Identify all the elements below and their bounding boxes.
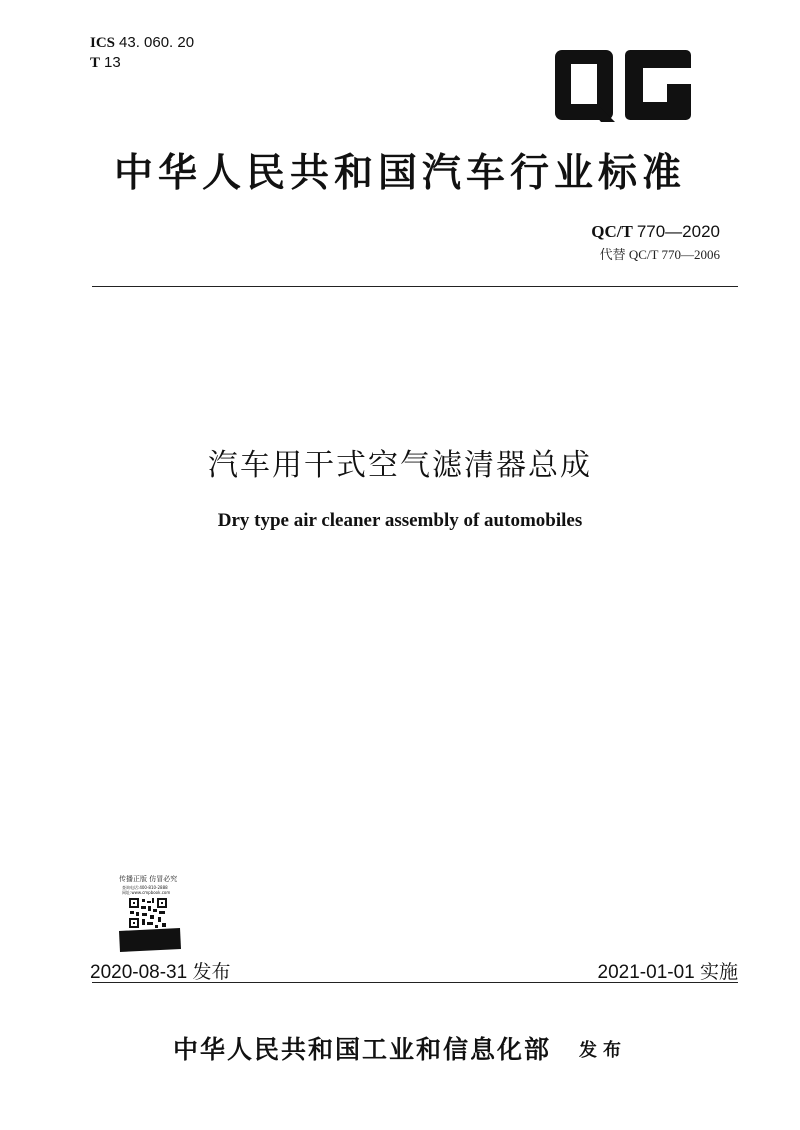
document-title-en: Dry type air cleaner assembly of automobiles [217,510,583,531]
issuer-verb: 发布 [579,1040,627,1061]
ics-code [90,34,194,52]
issuer [0,1030,800,1066]
replaces-note: 代替 QC/T 770—2006 [599,247,720,262]
qc-logo [553,48,693,124]
standard-number [591,222,720,242]
footer-divider [92,982,738,983]
qr-code-icon [128,897,168,929]
issuer-name: 中华人民共和国工业和信息化部 [172,1035,551,1064]
ics-label: ICS [90,35,116,51]
stamp-line-3: 网址:www.cmpbook.com [122,890,171,895]
document-title-zh: 汽车用干式空气滤清器总成 [208,448,592,483]
ics-value: 43. 060. 20 [119,34,195,51]
publish-date: 2020-08-31 发布 [90,962,231,983]
redaction-mark [118,928,182,952]
standard-number-value: 770—2020 [636,222,720,241]
anti-counterfeit-stamp [116,876,180,954]
stamp-line-2: 查询电话:400-810-2888 [122,885,168,890]
header-divider [92,286,738,287]
category-code [90,54,121,72]
effective-date: 2021-01-01 实施 [597,962,738,983]
standard-title: 中华人民共和国汽车行业标准 [113,151,686,196]
stamp-line-1: 传播正版 仿冒必究 [119,875,178,883]
standard-number-prefix: QC/T [591,222,633,241]
category-label: T [90,55,101,71]
category-value: 13 [104,54,121,71]
